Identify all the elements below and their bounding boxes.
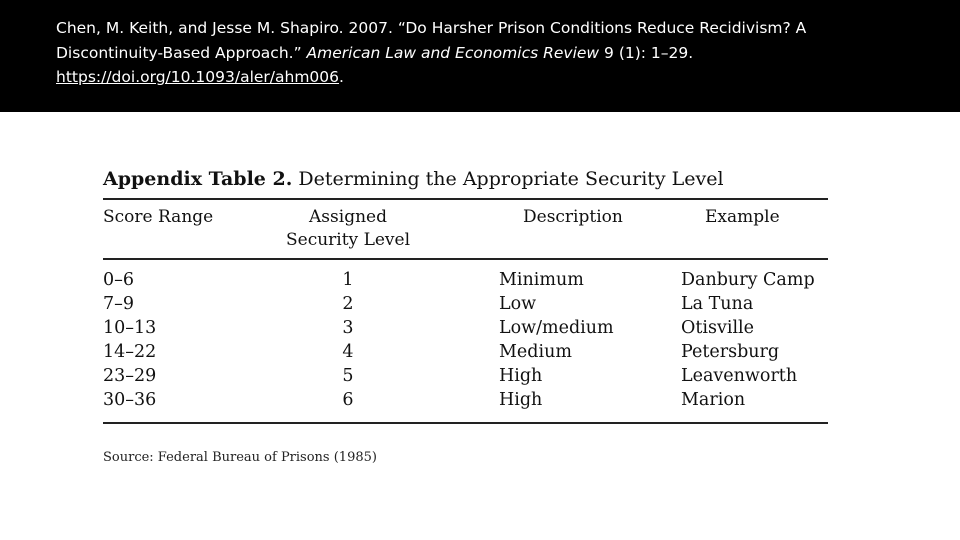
header-description: Description [523,207,623,227]
table-title-label: Appendix Table 2. [103,168,293,190]
cell-description: Minimum [499,270,584,290]
doi-link[interactable]: https://doi.org/10.1093/aler/ahm006 [56,68,340,86]
table-row [103,316,828,340]
citation-line-1: Chen, M. Keith, and Jesse M. Shapiro. 2007. “Do Harsher Prison Conditions Reduce Recidivism? A [56,19,807,37]
cell-score-range: 30–36 [103,390,157,410]
cell-score-range: 10–13 [103,318,157,338]
cell-description: High [499,390,543,410]
appendix-table [103,164,828,424]
cell-description: Low/medium [499,318,614,338]
table-row [103,340,828,364]
header-example: Example [705,207,780,227]
table-row [103,388,828,412]
cell-security-level: 5 [342,366,354,386]
table-row [103,364,828,388]
cell-security-level: 4 [342,342,354,362]
cell-example: Leavenworth [681,366,798,386]
header-score-range: Score Range [103,207,214,227]
cell-security-level: 2 [342,294,354,314]
cell-security-level: 6 [342,390,354,410]
citation-text [56,16,936,90]
table-row [103,268,828,292]
cell-example: Danbury Camp [681,270,815,290]
table-title-text: Determining the Appropriate Security Level [298,168,724,190]
table-body [103,260,828,412]
cell-description: Medium [499,342,572,362]
citation-title-end: Discontinuity-Based Approach.” [56,43,307,62]
cell-score-range: 14–22 [103,342,157,362]
table-header [103,200,828,252]
cell-description: High [499,366,543,386]
cell-security-level: 3 [342,318,354,338]
table-title [103,164,828,194]
citation-volume: 9 (1): 1–29. [599,43,694,62]
doi-period: . [339,68,344,86]
table-row [103,292,828,316]
citation-banner [0,0,960,112]
header-security-level: Assigned Security Level [285,207,411,250]
cell-score-range: 7–9 [103,294,135,314]
cell-example: Petersburg [681,342,780,362]
cell-score-range: 0–6 [103,270,135,290]
table-source-note: Source: Federal Bureau of Prisons (1985) [103,450,377,465]
table-bottom-rule [103,422,828,424]
cell-score-range: 23–29 [103,366,157,386]
cell-security-level: 1 [342,270,354,290]
cell-example: La Tuna [681,294,754,314]
cell-example: Marion [681,390,746,410]
journal-name: American Law and Economics Review [306,43,600,62]
cell-example: Otisville [681,318,754,338]
cell-description: Low [499,294,537,314]
citation-line-3 [56,65,936,90]
citation-line-2 [56,41,936,66]
